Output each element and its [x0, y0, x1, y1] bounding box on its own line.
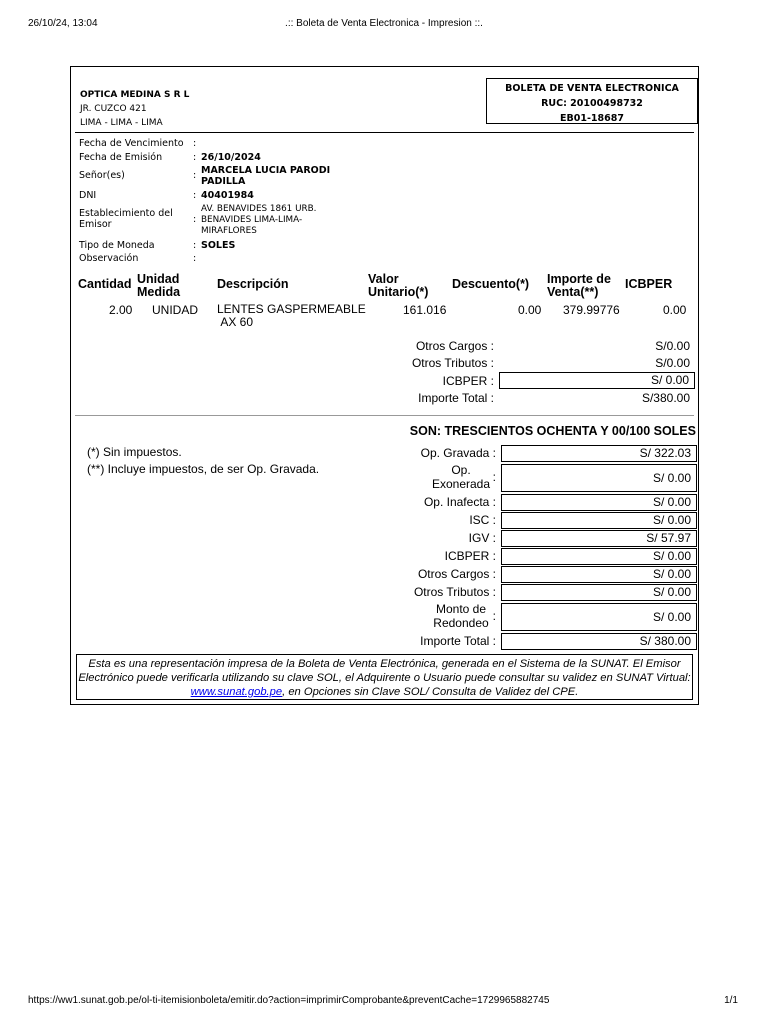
sum1-otros-cargos-value: S/0.00	[655, 339, 690, 353]
col-header-icbper: ICBPER	[625, 277, 673, 291]
company-city: LIMA - LIMA - LIMA	[80, 118, 163, 128]
col-header-unidad: Unidad Medida	[137, 272, 181, 299]
company-name: OPTICA MEDINA S R L	[80, 90, 190, 100]
inafecta-label: Op. Inafecta :	[423, 495, 496, 509]
row-descripcion: LENTES GASPERMEABLE AX 60	[217, 302, 366, 329]
col-header-descuento: Descuento(*)	[452, 277, 530, 291]
col-header-descripcion: Descripción	[217, 277, 289, 291]
icbper-label: ICBPER :	[444, 549, 496, 563]
document-number: EB01-18687	[560, 113, 624, 124]
senor-value: MARCELA LUCIA PARODI PADILLA	[201, 165, 331, 187]
dni-label: DNI	[79, 190, 97, 201]
note-incluye-impuestos: (**) Incluye impuestos, de ser Op. Gravada.	[87, 462, 320, 476]
emision-label: Fecha de Emisión	[79, 152, 163, 163]
boleta-document: OPTICA MEDINA S R L JR. CUZCO 421 LIMA - LIMA - LIMA BOLETA DE VENTA ELECTRONICA RUC: 20100498732 EB01-18687 Fecha de Vencimiento : Fecha de Emisión : 26/10/2024 Señor(es) : MARCELA LUCIA PARODI PADILLA DNI : 40401984 Establecimiento del Emisor : AV. BENAVIDES 1861 URB. BENAVIDES LIMA-LIMA- MIRAFLORES Tipo de Moneda : SOLES Observación : Cantidad Unidad Medida Descripción Valor Unitario(*) Descuento(*) Importe de Venta(**) ICBPER 2.00 UNIDAD LENTES GASPERMEABLE AX 60 161.016 0.00 379.99776 0.00 Otros Cargos : S/0.00 Otros Tributos : S/0.00 ICBPER : S/ 0.00 Importe Total : S/380.00 SON: TRESCIENTOS OCHENTA Y 00/100 SOLES (*) Sin impuestos. (**) Incluye impuestos, de ser Op. Gravada. Op. Gravada : S/ 322.03 Op. Exonerada : S/ 0.00 Op. Inafecta : S/ 0.00 ISC : S/ 0.00 IGV : S/ 57.97 ICBPER : S/ 0.00 Otros Cargos : S/ 0.00 Otros Tributos : S/ 0.00 Monto de Redondeo : S/ 0.00 Importe Total : S/ 380.00 Esta es una representación impresa de la Boleta de Venta Electrónica, generada en el Sistema de la SUNAT. El Emisor Electrónico puede verificarla utilizando su clave SOL, el Adquirente o Usuario puede consultar su validez en SUNAT Virtual: www.sunat.gob.pe, en Opciones sin Clave SOL/ Consulta de Validez del CPE.	[70, 66, 699, 705]
exonerada-value: S/ 0.00	[501, 464, 697, 492]
sum1-otros-tributos-label: Otros Tributos :	[411, 356, 494, 370]
document-type: BOLETA DE VENTA ELECTRONICA	[505, 83, 679, 94]
print-datetime: 26/10/24, 13:04	[28, 18, 98, 29]
note-sin-impuestos: (*) Sin impuestos.	[87, 445, 182, 459]
row-icbper: 0.00	[663, 303, 687, 317]
row-valor-unitario: 161.016	[403, 303, 447, 317]
sum1-importe-total-value: S/380.00	[641, 391, 690, 405]
company-address: JR. CUZCO 421	[80, 104, 147, 114]
vencimiento-label: Fecha de Vencimiento	[79, 138, 184, 149]
tax-notes	[87, 444, 319, 478]
gravada-label: Op. Gravada :	[420, 446, 496, 460]
igv-value: S/ 57.97	[501, 530, 697, 547]
senor-label: Señor(es)	[79, 170, 125, 181]
igv-label: IGV :	[468, 531, 496, 545]
moneda-value: SOLES	[201, 240, 236, 251]
amount-in-words: SON: TRESCIENTOS OCHENTA Y 00/100 SOLES	[409, 424, 696, 438]
legal-note-text-1: Esta es una representación impresa de la Boleta de Venta Electrónica, generada en el Sistema de la SUNAT. El Emisor Electrónico puede verificarla utilizando su clave SOL, el Adquirente o Usuario puede consultar su validez en SUNAT Virtual:	[78, 658, 691, 684]
inafecta-value: S/ 0.00	[501, 494, 697, 511]
print-page-number: 1/1	[724, 995, 738, 1006]
print-page-title: .:: Boleta de Venta Electronica - Impresion ::.	[285, 18, 483, 29]
col-header-importe: Importe de Venta(**)	[547, 272, 611, 299]
moneda-label: Tipo de Moneda	[79, 240, 155, 251]
isc-value: S/ 0.00	[501, 512, 697, 529]
sunat-link[interactable]: www.sunat.gob.pe	[190, 686, 283, 698]
sum1-importe-total-label: Importe Total :	[418, 391, 494, 405]
otros-cargos-value: S/ 0.00	[501, 566, 697, 583]
otros-tributos-value: S/ 0.00	[501, 584, 697, 601]
row-descuento: 0.00	[518, 303, 542, 317]
sum1-otros-tributos-value: S/0.00	[655, 356, 690, 370]
print-url: https://ww1.sunat.gob.pe/ol-ti-itemisionboleta/emitir.do?action=imprimirComprobante&preventCache=1729965882745	[28, 995, 550, 1006]
establecimiento-label: Establecimiento del Emisor	[79, 208, 173, 230]
otros-cargos-label: Otros Cargos :	[417, 567, 496, 581]
exonerada-label: Op. Exonerada	[431, 463, 491, 491]
document-type-box	[486, 78, 698, 124]
establecimiento-value: AV. BENAVIDES 1861 URB. BENAVIDES LIMA-LIMA- MIRAFLORES	[201, 204, 317, 236]
sum1-icbper-label: ICBPER :	[442, 374, 494, 388]
redondeo-label: Monto de Redondeo	[433, 602, 489, 630]
legal-note	[76, 654, 693, 700]
emision-value: 26/10/2024	[201, 152, 261, 163]
isc-label: ISC :	[469, 513, 496, 527]
icbper-value: S/ 0.00	[501, 548, 697, 565]
col-header-valor-unitario: Valor Unitario(*)	[368, 272, 429, 299]
legal-note-text-2: , en Opciones sin Clave SOL/ Consulta de Validez del CPE.	[282, 686, 579, 698]
summary-divider	[75, 415, 694, 416]
row-importe: 379.99776	[563, 303, 620, 317]
sum1-icbper-value: S/ 0.00	[499, 372, 695, 389]
header-divider	[75, 132, 694, 133]
observacion-label: Observación	[79, 253, 139, 264]
redondeo-value: S/ 0.00	[501, 603, 697, 631]
dni-value: 40401984	[201, 190, 254, 201]
row-unidad: UNIDAD	[152, 303, 199, 317]
total-label: Importe Total :	[420, 634, 496, 648]
otros-tributos-label: Otros Tributos :	[413, 585, 496, 599]
gravada-value: S/ 322.03	[501, 445, 697, 462]
company-info	[80, 88, 189, 130]
ruc-number: RUC: 20100498732	[541, 98, 643, 109]
row-cantidad: 2.00	[109, 303, 133, 317]
total-value: S/ 380.00	[501, 633, 697, 650]
col-header-cantidad: Cantidad	[78, 277, 132, 291]
sum1-otros-cargos-label: Otros Cargos :	[415, 339, 494, 353]
